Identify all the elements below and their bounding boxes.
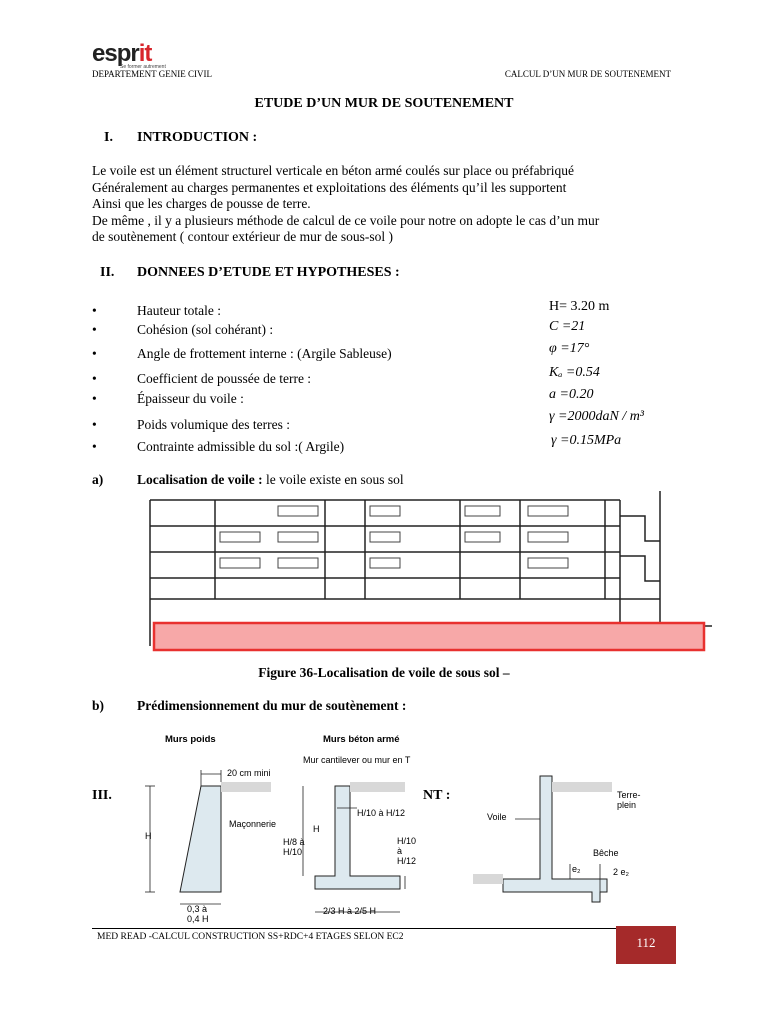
footer-divider — [92, 928, 676, 929]
label-cantilever: Mur cantilever ou mur en T — [303, 755, 411, 765]
intro-line: De même , il y a plusieurs méthode de calcul de ce voile pour notre on adopte le cas d’un mur — [92, 212, 600, 228]
label-base-poids-1: 0,3 à — [187, 904, 208, 914]
hypothesis-item: • Coefficient de poussée de terre : — [92, 371, 312, 386]
hypothesis-value: H= 3.20 m — [549, 299, 610, 314]
label-maconnerie: Maçonnerie — [229, 819, 277, 829]
header-chapter: CALCUL D’UN MUR DE SOUTENEMENT — [504, 69, 671, 79]
esprit-logo — [92, 40, 166, 70]
retaining-wall-types-figure — [135, 724, 645, 924]
label-h-poids: H — [145, 831, 152, 841]
intro-line: Ainsi que les charges de pousse de terre. — [92, 196, 311, 211]
intro-line: de soutènement ( contour extérieur de mur de sous-sol ) — [92, 229, 394, 244]
hypothesis-item: • Angle de frottement interne : (Argile Sableuse) — [92, 346, 392, 361]
label-voile: Voile — [487, 812, 507, 822]
hypothesis-label: Contrainte admissible du sol :( Argile) — [137, 439, 345, 454]
hypothesis-label: Épaisseur du voile : — [137, 391, 244, 406]
subsection-b-number: b) — [92, 698, 105, 713]
label-base-t: 2/3 H à 2/5 H — [323, 906, 377, 916]
label-2e2: 2 e₂ — [613, 867, 630, 877]
figure-caption: Figure 36-Localisation de voile de sous sol – — [258, 665, 510, 680]
label-e2: e₂ — [572, 864, 581, 874]
subsection-a-text: le voile existe en sous sol — [262, 472, 404, 487]
subsection-a-label: Localisation de voile : — [137, 472, 263, 487]
logo-accent: it — [138, 40, 152, 67]
page-number: 112 — [616, 926, 676, 964]
hypothesis-item: • Hauteur totale : — [92, 303, 221, 318]
header-department: DEPARTEMENT GENIE CIVIL — [92, 69, 212, 79]
label-h10-12: H/10 à H/12 — [357, 808, 406, 818]
label-murs-poids: Murs poids — [165, 734, 216, 745]
label-base-poids — [187, 904, 209, 924]
hypothesis-value: a =0.20 — [549, 387, 594, 402]
hypothesis-label: Cohésion (sol cohérant) : — [137, 322, 274, 337]
hypothesis-value: Kₐ =0.54 — [549, 365, 600, 380]
section-2-number: II. — [100, 265, 115, 280]
section-1-title: INTRODUCTION : — [137, 130, 258, 145]
hypothesis-item: • Épaisseur du voile : — [92, 391, 244, 406]
label-h-t: H — [313, 824, 320, 834]
section-3-title-tail: NT : — [423, 788, 451, 803]
hypothesis-label: Coefficient de poussée de terre : — [137, 371, 312, 386]
label-h10-12-v-1: H/10 — [397, 836, 417, 846]
hypothesis-item: • Contrainte admissible du sol :( Argile) — [92, 439, 345, 454]
intro-paragraph — [92, 163, 692, 246]
label-base-poids-2: 0,4 H — [187, 914, 209, 924]
hypothesis-value: γ =0.15MPa — [551, 433, 622, 448]
hypothesis-value: φ =17° — [549, 341, 590, 356]
intro-line: Généralement au charges permanentes et exploitations des éléments qu’il les supportent — [92, 179, 567, 195]
label-h8-10 — [283, 837, 305, 857]
label-h10-12-v-3: H/12 — [397, 856, 417, 866]
label-beche: Bêche — [593, 848, 619, 858]
retaining-wall-drawing — [135, 724, 645, 920]
subsection-a-number: a) — [92, 472, 104, 487]
hypothesis-value: C =21 — [549, 319, 586, 334]
logo-tagline: Se former autrement — [120, 64, 166, 70]
label-h10-12-v-2: à — [397, 846, 403, 856]
section-2-title: DONNEES D’ETUDE ET HYPOTHESES : — [137, 265, 400, 280]
label-h8-10-2: H/10 — [283, 847, 303, 857]
label-terre-plein: Terre-plein — [617, 790, 641, 810]
subsection-b-label: Prédimensionnement du mur de soutènement : — [137, 698, 407, 713]
hypothesis-item: • Poids volumique des terres : — [92, 417, 290, 432]
hypothesis-value: γ =2000daN / m³ — [549, 409, 644, 424]
building-section-figure — [100, 486, 715, 654]
hypothesis-label: Poids volumique des terres : — [137, 417, 290, 432]
page-title: ETUDE D’UN MUR DE SOUTENEMENT — [254, 96, 514, 111]
label-murs-beton: Murs béton armé — [323, 734, 400, 745]
section-3-number: III. — [92, 788, 112, 803]
hypothesis-label: Angle de frottement interne : (Argile Sableuse) — [137, 346, 392, 361]
section-1-number: I. — [104, 130, 113, 145]
basement-wall-highlight — [154, 623, 704, 650]
hypothesis-label: Hauteur totale : — [137, 303, 221, 318]
intro-line: Le voile est un élément structurel verticale en béton armé coulés sur place ou préfabriqué — [92, 163, 575, 178]
hypothesis-item: • Cohésion (sol cohérant) : — [92, 322, 274, 337]
label-h10-12-vertical — [397, 836, 416, 866]
logo-text: espr — [92, 40, 139, 67]
label-20cm: 20 cm mini — [227, 768, 271, 778]
footer-text: MED READ -CALCUL CONSTRUCTION SS+RDC+4 ETAGES SELON EC2 — [97, 932, 404, 942]
label-h8-10-1: H/8 à — [283, 837, 305, 847]
